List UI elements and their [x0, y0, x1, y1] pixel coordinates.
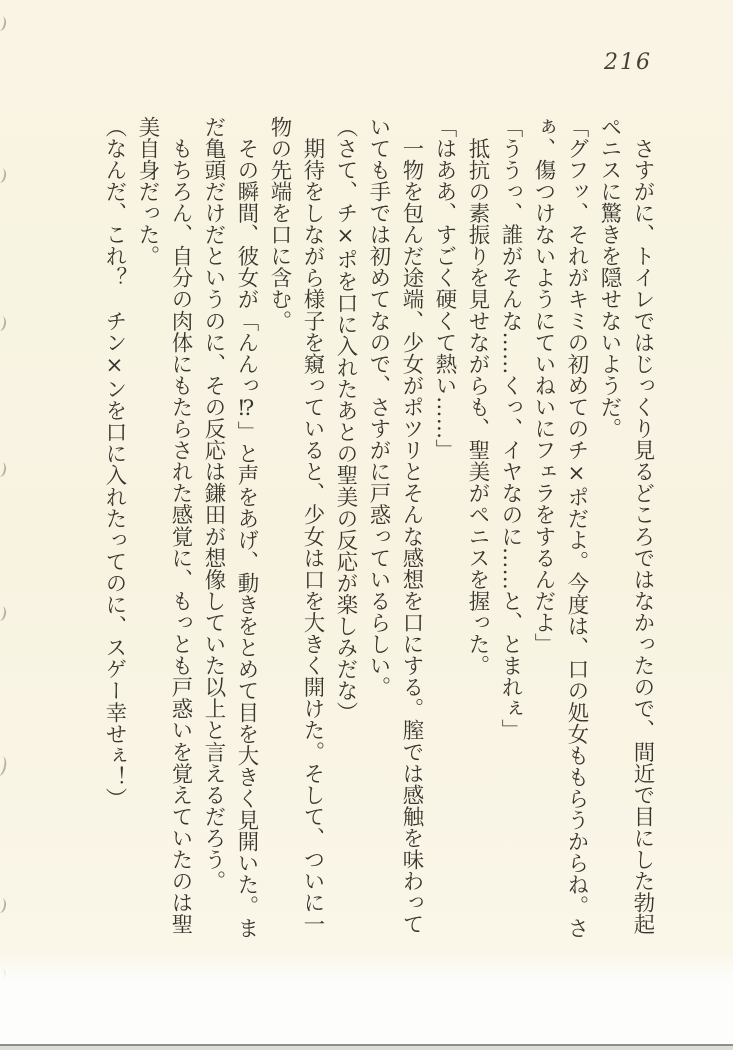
text-column: さすがに、トイレではじっくり見るどころではなかったので、間近で目にした勃起	[630, 116, 655, 935]
text-column: いても手では初めてなので、さすがに戸惑っているらしい。	[366, 116, 391, 698]
page-edge-artifact	[0, 897, 7, 914]
page-edge-artifact	[0, 15, 7, 32]
text-column: もちろん、自分の肉体にもたらされた感覚に、もっとも戸惑いを覚えていたのは聖	[168, 116, 193, 935]
text-column: （なんだ、これ？ チン×ンを口に入れたってのに、スゲー幸せぇ！）	[102, 116, 127, 810]
page-edge-artifact	[0, 315, 7, 332]
page-edge-artifact	[0, 755, 8, 777]
page-bottom-edge-shadow	[0, 1046, 733, 1050]
text-column: だ亀頭だけだというのに、その反応は鎌田が想像していた以上と言えるだろう。	[201, 116, 226, 892]
body-text	[98, 116, 659, 950]
text-column: ぁ、傷つけないようにていねいにフェラをするんだよ」	[531, 116, 556, 655]
scanner-bed-strip	[0, 952, 733, 1044]
text-column: ペニスに驚きを隠せないようだ。	[597, 116, 622, 440]
text-column: （さて、チ×ポを口に入れたあとの聖美の反応が楽しみだな）	[333, 116, 358, 723]
text-column: 物の先端を口に含む。	[267, 116, 292, 332]
text-column: 美自身だった。	[135, 116, 160, 267]
text-column: 期待をしながら様子を窺っていると、少女は口を大きく開けた。そして、ついに一	[300, 116, 325, 935]
page-edge-artifact	[0, 605, 7, 622]
page-number: 216	[604, 50, 652, 75]
text-column: 抵抗の素振りを見せながらも、聖美がペニスを握った。	[465, 116, 490, 677]
text-column: その瞬間、彼女が「んんっ⁉」と声をあげ、動きをとめて目を大きく見開いた。ま	[234, 116, 259, 939]
text-column: 「はああ、すごく硬くて熱い……」	[432, 116, 457, 461]
text-column: 「ううっ、誰がそんな……くっ、イヤなのに……と、とまれぇ」	[498, 116, 523, 741]
page-edge-artifact	[0, 461, 7, 478]
page-edge-artifact	[0, 167, 7, 184]
text-column: 一物を包んだ途端、少女がポツリとそんな感想を口にする。膣では感触を味わって	[399, 116, 424, 935]
text-column: 「グフッ、それがキミの初めてのチ×ポだよ。今度は、口の処女ももらうからね。さ	[564, 116, 589, 939]
